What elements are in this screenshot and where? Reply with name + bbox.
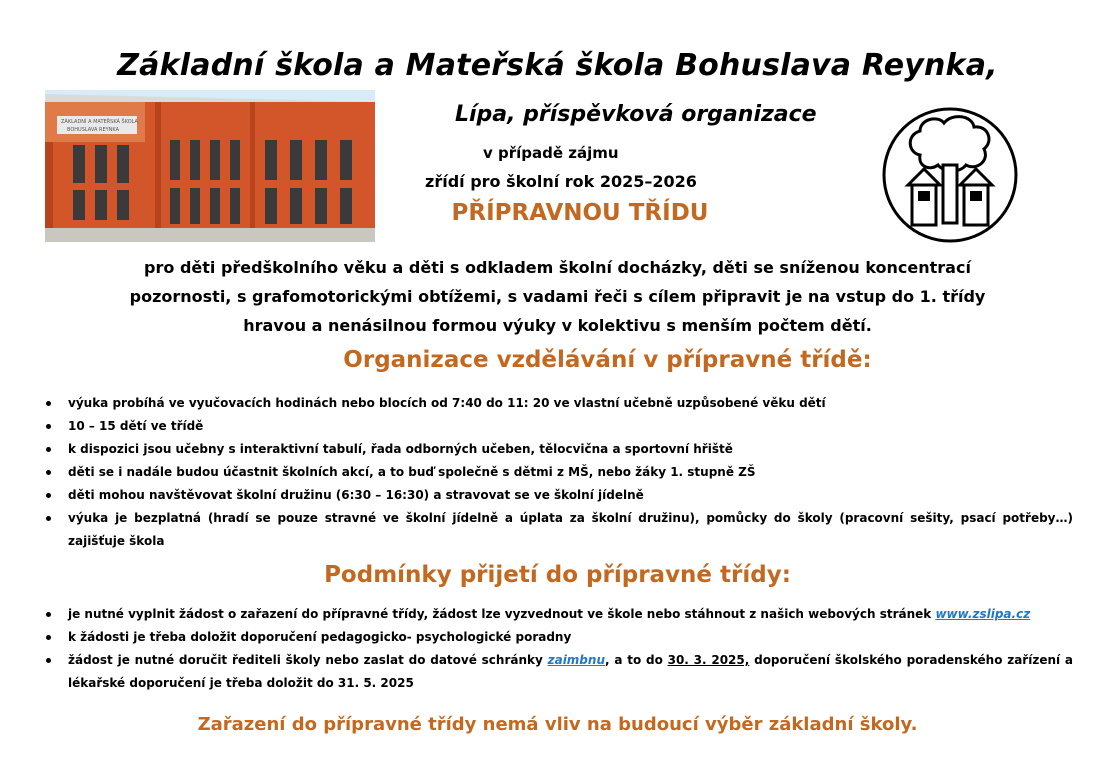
interest-line: v případě zájmu — [483, 144, 619, 162]
main-heading: PŘÍPRAVNOU TŘÍDU — [451, 200, 709, 226]
conditions-list — [0, 603, 1073, 695]
condition-1-text: je nutné vyplnit žádost o zařazení do přípravné třídy, žádost lze vyzvednout ve škole nebo stáhnout z našich webových stránek — [68, 607, 936, 621]
list-item — [0, 649, 1073, 695]
photo-sign-line1: ZÁKLADNÍ A MATEŘSKÁ ŠKOLA — [61, 119, 138, 125]
school-building-photo — [45, 90, 375, 242]
list-item: děti mohou navštěvovat školní družinu (6:30 – 16:30) a stravovat se ve školní jídelně — [0, 484, 1073, 507]
conditions-heading: Podmínky přijetí do přípravné třídy: — [324, 562, 791, 588]
photo-sign-line2: BOHUSLAVA REYNKA — [67, 127, 120, 133]
data-box-link[interactable]: zaimbnu — [547, 653, 605, 667]
intro-line-1: pro děti předškolního věku a děti s odkladem školní docházky, děti se sníženou koncentrací — [144, 258, 971, 277]
school-subtitle: Lípa, příspěvková organizace — [455, 102, 817, 127]
organization-list — [0, 392, 1073, 553]
deadline-date: 30. 3. 2025, — [667, 653, 750, 667]
condition-2-text: k žádosti je třeba doložit doporučení pedagogicko- psychologické poradny — [68, 630, 572, 644]
intro-paragraph — [40, 253, 1075, 340]
school-building-image — [45, 90, 375, 242]
list-item — [0, 626, 1073, 649]
school-title: Základní škola a Mateřská škola Bohuslava Reynka, — [117, 48, 998, 83]
school-logo-icon — [880, 105, 1020, 245]
list-item: 10 – 15 dětí ve třídě — [0, 415, 1073, 438]
school-logo — [880, 105, 1020, 245]
intro-line-2: pozornosti, s grafomotorickými obtížemi, s vadami řeči s cílem připravit je na vstup do 1. třídy — [129, 287, 986, 306]
intro-line-3: hravou a nenásilnou formou výuky v kolektivu s menším počtem dětí. — [243, 316, 872, 335]
list-item: výuka probíhá ve vyučovacích hodinách nebo blocích od 7:40 do 11: 20 ve vlastní učebně uzpůsobené věku dětí — [0, 392, 1073, 415]
condition-3-text-a: žádost je nutné doručit řediteli školy nebo zaslat do datové schránky — [68, 653, 548, 667]
list-item: výuka je bezplatná (hradí se pouze stravné ve školní jídelně a úplata za školní družinu), pomůcky do školy (pracovní sešity, psací potřeby…) zajišťuje škola — [0, 507, 1073, 553]
website-link[interactable]: www.zslipa.cz — [935, 607, 1031, 621]
list-item — [0, 603, 1073, 626]
condition-3-text-b: , a to do — [604, 653, 668, 667]
list-item: děti se i nadále budou účastnit školních akcí, a to buď společně s dětmi z MŠ, nebo žáky 1. stupně ZŠ — [0, 461, 1073, 484]
school-year-line: zřídí pro školní rok 2025–2026 — [425, 172, 697, 191]
footer-note: Zařazení do přípravné třídy nemá vliv na budoucí výběr základní školy. — [197, 714, 918, 735]
organization-heading: Organizace vzdělávání v přípravné třídě: — [343, 347, 872, 373]
condition-3-text-c: doporučení školského poradenského zařízení a lékařské doporučení je třeba doložit do 31. 5. 2025 — [68, 653, 1074, 690]
list-item: k dispozici jsou učebny s interaktivní tabulí, řada odborných učeben, tělocvična a sportovní hřiště — [0, 438, 1073, 461]
